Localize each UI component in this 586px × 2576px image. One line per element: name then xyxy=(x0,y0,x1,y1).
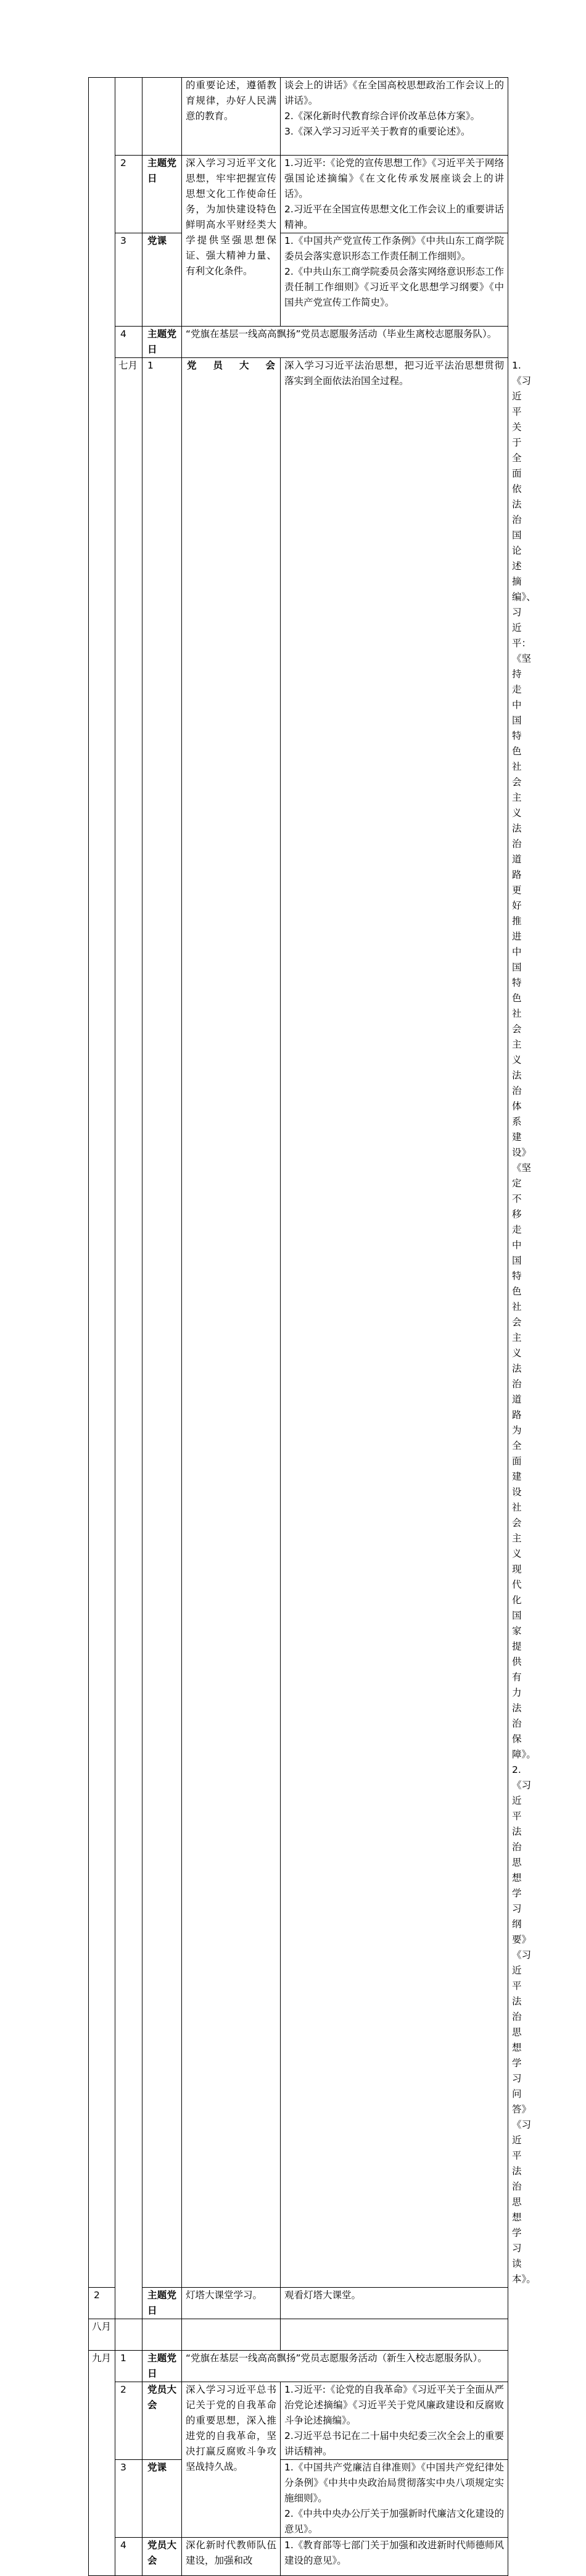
table-row xyxy=(89,233,508,327)
type-cell: 主题党日 xyxy=(142,2351,182,2382)
type-cell: 主题党日 xyxy=(142,2288,182,2319)
number-cell xyxy=(115,2319,142,2351)
number-cell: 4 xyxy=(115,327,142,358)
month-cell: 九月 xyxy=(89,2351,115,2576)
table-row xyxy=(89,327,508,358)
type-cell: 党员大会 xyxy=(182,358,281,2288)
type-cell xyxy=(142,2319,182,2351)
content-line: 2.习近平在全国宣传思想文化工作会议上的重要讲话精神。 xyxy=(284,204,504,230)
merged-content-cell: “党旗在基层一线高高飘扬”党员志愿服务活动（毕业生离校志愿服务队）。 xyxy=(182,327,508,358)
number-cell: 2 xyxy=(115,2382,142,2460)
content-cell xyxy=(281,233,508,327)
merged-content-cell: “党旗在基层一线高高飘扬”党员志愿服务活动（新生入校志愿服务队）。 xyxy=(182,2351,508,2382)
number-cell xyxy=(115,78,142,156)
content-cell xyxy=(281,2460,508,2538)
content-cell: 观看灯塔大课堂。 xyxy=(281,2288,508,2319)
topic-cell: 灯塔大课堂学习。 xyxy=(182,2288,281,2319)
month-cell: 七月 xyxy=(115,358,142,2319)
month-cell: 八月 xyxy=(89,2319,115,2351)
type-cell: 主题党日 xyxy=(142,156,182,233)
content-line: 1.《中国共产党廉洁自律准则》《中国共产党纪律处分条例》《中共中央政治局贯彻落实中央八项规定实施细则》。 xyxy=(284,2462,504,2504)
table-row: 七月 1 党员大会 深入学习习近平法治思想，把习近平法治思想贯彻落实到全面依法治国全过程。 1.《习近平关于全面依法治国论述摘编》、习近平：《坚持走中国特色社会主义法治道路更好推进中国特色社会主义法治体系建设》《坚定不移走中国特色社会主义法治道路为全面建设社会主义现代化国家提供有力法治保障》。 2.《习近平法治思想学习纲要》《习近平法治思想学习问答》《习近平法治思想学习读本》。 xyxy=(89,358,508,2288)
topic-cell: 深入学习习近平法治思想，把习近平法治思想贯彻落实到全面依法治国全过程。 xyxy=(281,358,508,2288)
content-line: 2.《深化新时代教育综合评价改革总体方案》。 xyxy=(284,110,481,122)
type-cell: 党课 xyxy=(142,2460,182,2538)
content-line: 2.《中共山东工商学院委员会落实网络意识形态工作责任制工作细则》《习近平文化思想学习纲要》《中国共产党宣传工作简史》。 xyxy=(284,266,504,308)
month-cell xyxy=(89,78,115,2288)
table-row xyxy=(89,2538,508,2576)
number-cell: 3 xyxy=(115,233,142,327)
content-line: 1.《中国共产党宣传工作条例》《中共山东工商学院委员会落实意识形态工作责任制工作细则》。 xyxy=(284,235,504,262)
table-row xyxy=(89,2351,508,2382)
table-row xyxy=(89,2319,508,2351)
table-row xyxy=(89,78,508,156)
topic-cell: 深入学习习近平总书记关于党的自我革命的重要思想，深入推进党的自我革命，坚决打赢反腐败斗争攻坚战持久战。 xyxy=(182,2382,281,2538)
number-cell: 1 xyxy=(115,2351,142,2382)
topic-cell: 深入学习习近平文化思想，牢牢把握宣传思想文化工作使命任务，为加快建设特色鲜明高水平财经类大学提供坚强思想保证、强大精神力量、有利文化条件。 xyxy=(182,156,281,327)
topic-cell: 的重要论述，遵循教育规律，办好人民满意的教育。 xyxy=(182,78,281,156)
type-cell: 党员大会 xyxy=(142,2382,182,2460)
content-cell xyxy=(281,156,508,233)
content-cell xyxy=(281,2319,508,2351)
content-line: 谈会上的讲话》《在全国高校思想政治工作会议上的讲话》。 xyxy=(284,80,504,106)
table-row xyxy=(89,156,508,233)
type-cell: 主题党日 xyxy=(142,327,182,358)
content-cell xyxy=(281,78,508,156)
number-cell: 2 xyxy=(115,156,142,233)
number-cell: 4 xyxy=(115,2538,142,2576)
type-cell xyxy=(142,78,182,156)
table-row xyxy=(89,2288,508,2319)
number-cell: 2 xyxy=(89,2288,115,2319)
content-line: 1.习近平:《论党的宣传思想工作》《习近平关于网络强国论述摘编》《在文化传承发展座谈会上的讲话》。 xyxy=(284,157,504,199)
table-row xyxy=(89,2460,508,2538)
content-cell: 1.《教育部等七部门关于加强和改进新时代师德师风建设的意见》。 xyxy=(281,2538,508,2576)
content-cell xyxy=(281,2382,508,2460)
content-line: 3.《深入学习习近平关于教育的重要论述》。 xyxy=(284,126,471,137)
number-cell: 3 xyxy=(115,2460,142,2538)
number-cell: 1 xyxy=(142,358,182,2288)
type-cell: 党员大会 xyxy=(142,2538,182,2576)
topic-cell xyxy=(182,2319,281,2351)
content-line: 1.习近平:《论党的自我革命》《习近平关于全面从严治党论述摘编》《习近平关于党风廉政建设和反腐败斗争论述摘编》。 xyxy=(284,2384,504,2426)
content-line: 2.《中共中央办公厅关于加强新时代廉洁文化建设的意见》。 xyxy=(284,2508,504,2535)
topic-cell: 深化新时代教师队伍建设，加强和改 xyxy=(182,2538,281,2576)
type-cell: 党课 xyxy=(142,233,182,327)
party-activity-plan-table xyxy=(88,77,536,2576)
table-row xyxy=(89,2382,508,2460)
content-line: 2.习近平总书记在二十届中央纪委三次全会上的重要讲话精神。 xyxy=(284,2430,504,2457)
